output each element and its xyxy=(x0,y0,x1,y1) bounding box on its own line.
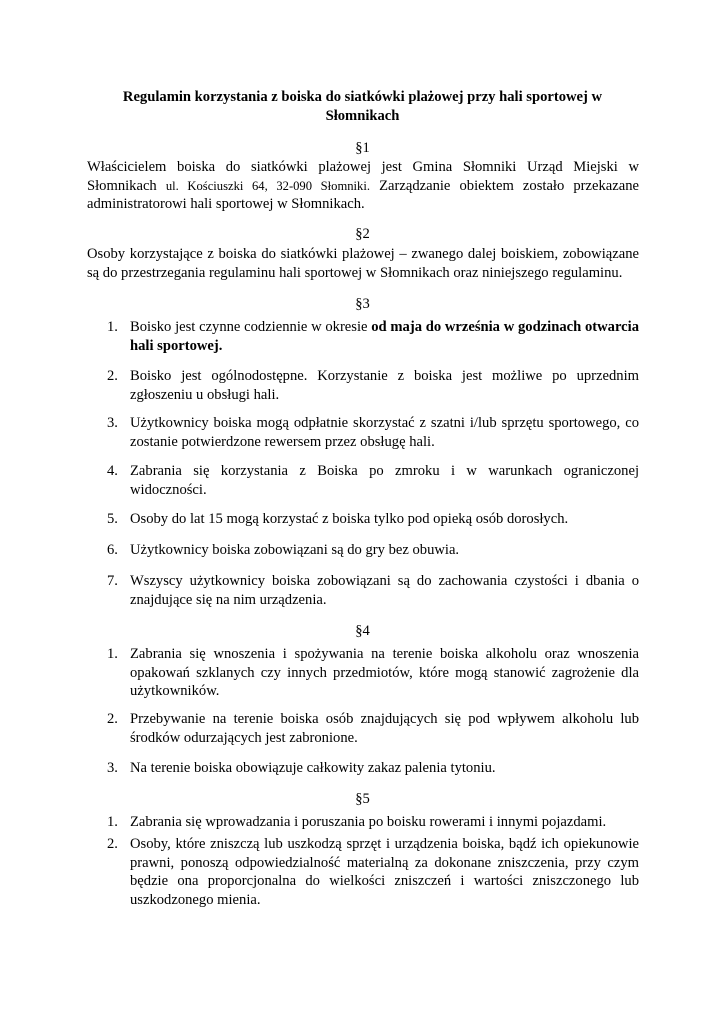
list-item-text: Użytkownicy boiska zobowiązani są do gry bez obuwia. xyxy=(130,542,460,558)
document-title: Regulamin korzystania z boiska do siatkówki plażowej przy hali sportowej w Słomnikach xyxy=(122,89,603,124)
list-item-text: Zabrania się wnoszenia i spożywania na terenie boiska alkoholu oraz wnoszenia opakowań szklanych czy innych przedmiotów, które mogą stanowić zagrożenie dla użytkowników. xyxy=(130,646,639,699)
list-item-text: Na terenie boiska obowiązuje całkowity zakaz palenia tytoniu. xyxy=(130,760,496,776)
list-item-number: 3. xyxy=(107,760,118,776)
list-item-plain-text: Boisko jest czynne codziennie w okresie xyxy=(130,319,368,335)
section-1-mark: §1 xyxy=(355,140,370,156)
section-4-mark: §4 xyxy=(355,623,370,639)
list-item-text: Zabrania się wprowadzania i poruszania po boisku rowerami i innymi pojazdami. xyxy=(130,814,607,830)
list-item-number: 3. xyxy=(107,415,118,431)
list-item-text: Użytkownicy boiska mogą odpłatnie skorzystać z szatni i/lub sprzętu sportowego, co zostanie potwierdzone rewersem przez obsługę hali. xyxy=(130,415,639,450)
opening-period: od maja do września w godzinach otwarcia hali sportowej. xyxy=(130,319,639,354)
list-item-text: Zabrania się korzystania z Boiska po zmroku i w warunkach ograniczonej widoczności. xyxy=(130,463,639,498)
section-1-paragraph xyxy=(87,158,639,214)
list-item-text: Osoby, które zniszczą lub uszkodzą sprzęt i urządzenia boiska, bądź ich opiekunowie prawni, ponoszą odpowiedzialność materialną za dokonane zniszczenia, przy czym będzie ona proporcjonalna do wielkości zniszczeń i wartości zniszczonego lub uszkodzonego mienia. xyxy=(130,836,639,908)
list-item-number: 1. xyxy=(107,319,118,335)
list-item-text xyxy=(130,318,639,355)
list-item-number: 4. xyxy=(107,463,118,479)
list-item-number: 1. xyxy=(107,646,118,662)
section-2-paragraph: Osoby korzystające z boiska do siatkówki plażowej – zwanego dalej boiskiem, zobowiązane są do przestrzegania regulaminu hali sportowej w Słomnikach oraz niniejszego regulaminu. xyxy=(87,246,639,281)
list-item-text: Przebywanie na terenie boiska osób znajdujących się pod wpływem alkoholu lub środków odurzających jest zabronione. xyxy=(130,711,639,746)
list-item-text: Wszyscy użytkownicy boiska zobowiązani są do zachowania czystości i dbania o znajdujące się na nim urządzenia. xyxy=(130,573,639,608)
list-item-text: Osoby do lat 15 mogą korzystać z boiska tylko pod opieką osób dorosłych. xyxy=(130,511,569,527)
list-item-number: 2. xyxy=(107,836,118,852)
list-item-number: 2. xyxy=(107,711,118,727)
list-item-number: 1. xyxy=(107,814,118,830)
list-item-text: Boisko jest ogólnodostępne. Korzystanie z boiska jest możliwe po uprzednim zgłoszeniu u obsługi hali. xyxy=(130,368,639,403)
list-item-number: 5. xyxy=(107,511,118,527)
section-3-mark: §3 xyxy=(355,296,370,312)
section-1-text-a: Właścicielem boiska do siatkówki plażowej jest Gmina Słomniki Urząd Miejski w Słomnikach xyxy=(87,159,639,194)
owner-address: ul. Kościuszki 64, 32-090 Słomniki. xyxy=(165,178,370,193)
list-item-number: 7. xyxy=(107,573,118,589)
section-1-text-b: Zarządzanie obiektem zostało przekazane administratorowi hali sportowej w Słomnikach. xyxy=(87,177,639,212)
section-2-mark: §2 xyxy=(355,226,370,242)
list-item-number: 6. xyxy=(107,542,118,558)
list-item-number: 2. xyxy=(107,368,118,384)
section-5-mark: §5 xyxy=(355,791,370,807)
